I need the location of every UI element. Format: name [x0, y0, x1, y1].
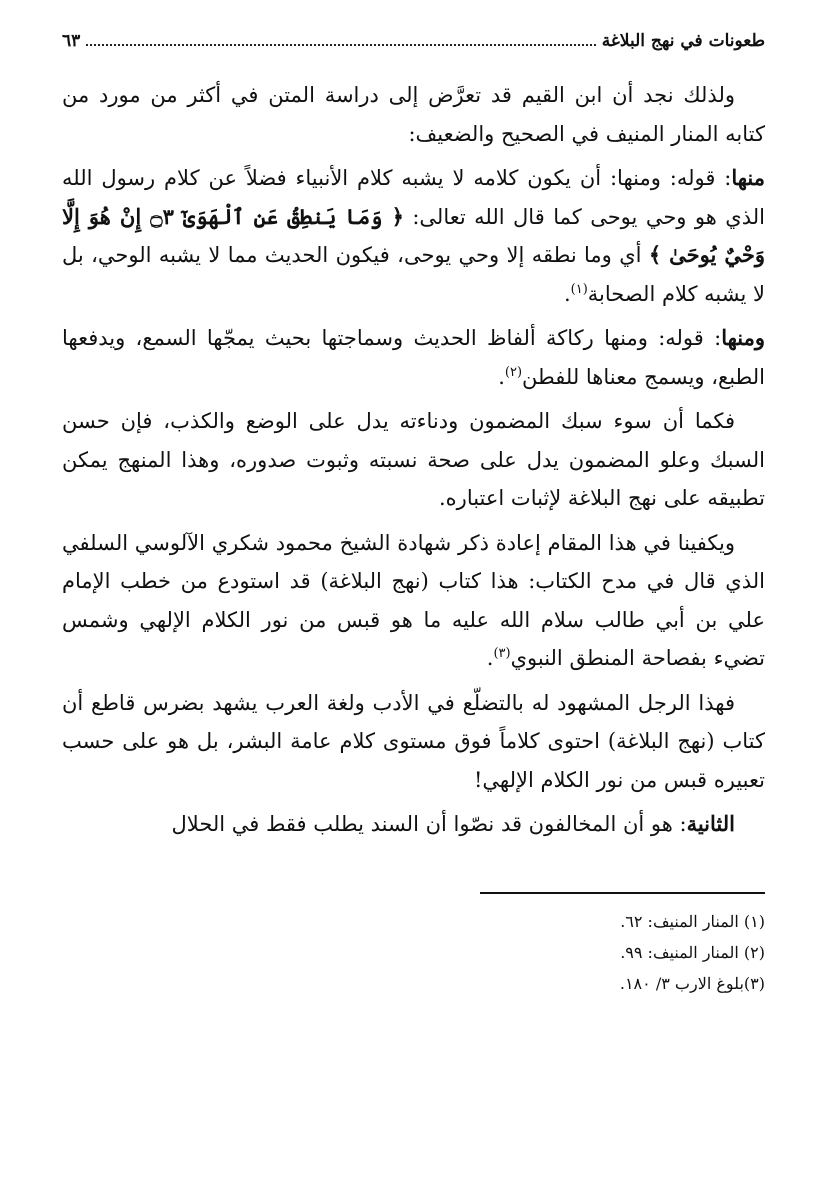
page-body	[62, 76, 765, 844]
running-header	[62, 30, 765, 58]
paragraph-2-text-a: : قوله: ومنها: أن يكون كلامه لا يشبه كلام الأنبياء فضلاً عن كلام رسول الله الذي هو وحي يوحى كما قال الله تعالى:	[62, 166, 765, 229]
paragraph-4	[62, 402, 765, 518]
paragraph-7	[62, 805, 765, 844]
paragraph-2-lead: منها	[731, 165, 765, 190]
paragraph-6	[62, 684, 765, 800]
paragraph-7-text: : هو أن المخالفون قد نصّوا أن السند يطلب فقط في الحلال	[171, 812, 687, 836]
paragraph-6-text: فهذا الرجل المشهود له بالتضلّع في الأدب ولغة العرب يشهد بضرس قاطع أن كتاب (نهج البلاغة) احتوى كلاماً فوق مستوى كلام عامة البشر، بل هو على حسب تعبيره قبس من نور الكلام الإلهي!	[62, 690, 765, 792]
footnote-separator	[480, 892, 765, 894]
quran-verse: ﴿ وَمَا يَنطِقُ عَنِ ٱلْهَوَىٰٓ ۝٣ إِنْ هُوَ إِلَّا وَحْيٌ يُوحَىٰ ﴾	[62, 203, 765, 267]
page-number: ٦٣	[62, 31, 81, 51]
paragraph-3	[62, 319, 765, 396]
paragraph-1	[62, 76, 765, 153]
footnote-3: (٣)بلوغ الارب ٣/ ١٨٠.	[619, 973, 765, 993]
paragraph-5-end: .	[486, 646, 494, 670]
footnote-ref-3: (٣)	[493, 646, 511, 661]
footnote-ref-1: (١)	[570, 281, 588, 297]
paragraph-2-end: .	[563, 281, 571, 306]
header-title: طعونات في نهج البلاغة	[601, 31, 765, 51]
footnotes	[62, 906, 765, 999]
header-leader-dots	[86, 30, 596, 46]
paragraph-3-lead: ومنها	[721, 325, 765, 350]
footnote-ref-2: (٢)	[504, 364, 523, 380]
paragraph-1-text: ولذلك نجد أن ابن القيم قد تعرَّض إلى دراسة المتن في أكثر من مورد من كتابه المنار المنيف في الصحيح والضعيف:	[62, 83, 765, 146]
paragraph-5-text: ويكفينا في هذا المقام إعادة ذكر شهادة الشيخ محمود شكري الآلوسي السلفي الذي قال في مدح الكتاب: هذا كتاب (نهج البلاغة) قد استودع من خطب الإمام علي بن أبي طالب سلام الله عليه ما هو قبس من نور الكلام الإلهي وشمس تضيء بفصاحة المنطق النبوي	[62, 530, 765, 670]
paragraph-7-lead: الثانية	[686, 811, 735, 836]
paragraph-3-end: .	[498, 364, 505, 389]
paragraph-2-text-b: أي وما نطقه إلا وحي يوحى، فيكون الحديث مما لا يشبه الوحي، بل لا يشبه كلام الصحابة	[62, 243, 765, 306]
paragraph-2	[62, 159, 765, 313]
footnote-2: (٢) المنار المنيف: ٩٩.	[620, 942, 765, 962]
paragraph-3-text: : قوله: ومنها ركاكة ألفاظ الحديث وسماجتها بحيث يمجّها السمع، ويدفعها الطبع، ويسمج معناها للفطن	[62, 326, 765, 389]
paragraph-5	[62, 524, 765, 678]
paragraph-4-text: فكما أن سوء سبك المضمون ودناءته يدل على الوضع والكذب، فإن حسن السبك وعلو المضمون يدل على صحة نسبته وثبوت صدوره، وهذا المنهج يمكن تطبيقه على نهج البلاغة لإثبات اعتباره.	[62, 409, 765, 510]
footnote-1: (١) المنار المنيف: ٦٢.	[620, 911, 765, 931]
